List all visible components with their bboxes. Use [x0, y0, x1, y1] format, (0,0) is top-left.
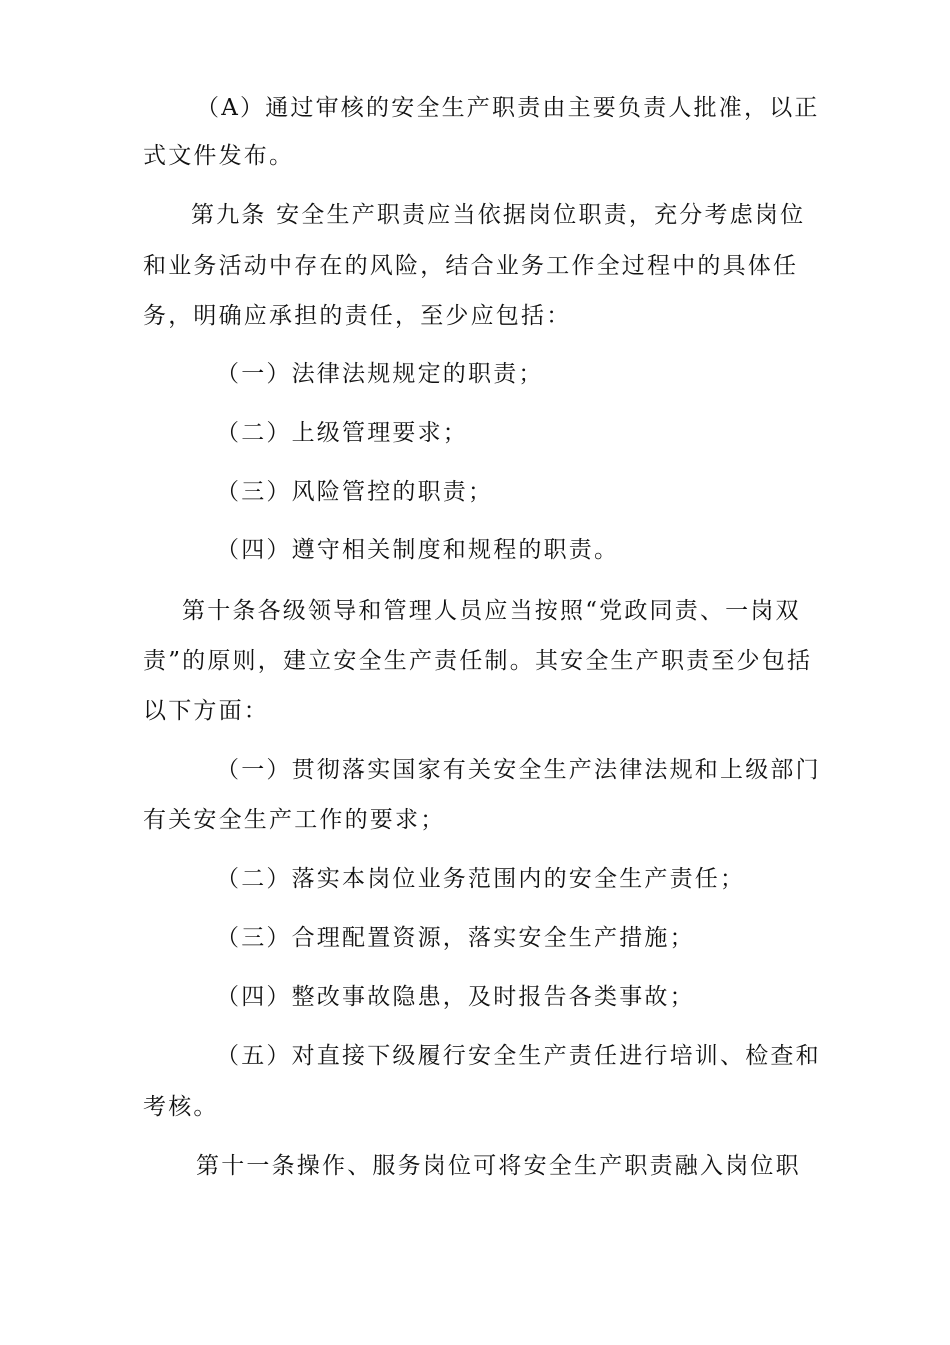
text-line: 第九条 安全生产职责应当依据岗位职责，充分考虑岗位: [191, 202, 806, 228]
text-line: 责”的原则，建立安全生产责任制。其安全生产职责至少包括: [143, 648, 813, 674]
text-line: 第十一条操作、服务岗位可将安全生产职责融入岗位职: [196, 1153, 801, 1179]
text-line: （一）法律法规规定的职责；: [216, 361, 544, 387]
text-line: 考核。: [143, 1094, 219, 1120]
text-line: 务，明确应承担的责任，至少应包括：: [143, 303, 572, 329]
text-line: 以下方面：: [143, 698, 269, 724]
text-line: （五）对直接下级履行安全生产责任进行培训、检查和: [216, 1043, 821, 1069]
text-line: （A）通过审核的安全生产职责由主要负责人批准，以正: [196, 95, 820, 121]
text-line: 有关安全生产工作的要求；: [143, 807, 446, 833]
text-line: （三）风险管控的职责；: [216, 479, 494, 505]
text-line: （四）遵守相关制度和规程的职责。: [216, 537, 620, 563]
text-line: （二）上级管理要求；: [216, 420, 468, 446]
text-line: 式文件发布。: [143, 143, 295, 169]
text-line: 第十条各级领导和管理人员应当按照“党政同责、一岗双: [182, 598, 801, 624]
text-line: （二）落实本岗位业务范围内的安全生产责任；: [216, 866, 746, 892]
text-line: 和业务活动中存在的风险，结合业务工作全过程中的具体任: [143, 253, 799, 279]
text-line: （四）整改事故隐患，及时报告各类事故；: [216, 984, 695, 1010]
text-line: （一）贯彻落实国家有关安全生产法律法规和上级部门: [216, 757, 821, 783]
text-line: （三）合理配置资源，落实安全生产措施；: [216, 925, 695, 951]
